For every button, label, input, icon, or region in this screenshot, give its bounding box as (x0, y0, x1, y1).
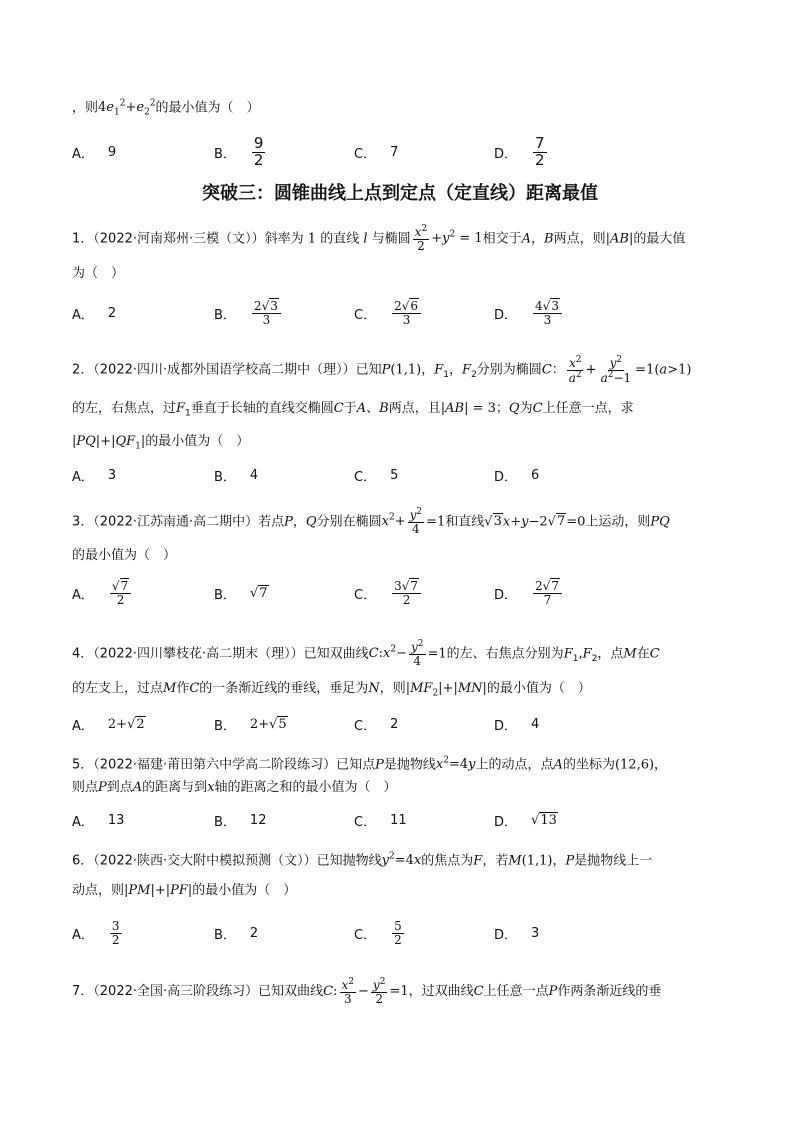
q5-line-1: 5．（2022·福建·莆田第六中学高二阶段练习）已知点P是抛物线$x^2=4y$上的动点，点A的坐标为(12,6)， (72, 756, 668, 773)
q3-line-2: 的最小值为（ ） (72, 548, 177, 563)
q2-line-2: 的左，右焦点，过$F_1$垂直于长轴的直线交椭圆C于A、B两点，且|AB| = 3；Q为C上任意一点，求 (72, 401, 634, 419)
q6-option-c[interactable]: C． $\frac{5}{2}$ (354, 918, 402, 947)
q1-option-b[interactable]: B． $\frac{2√3}{3}$ (214, 295, 283, 331)
q2-option-d[interactable]: D． 6 (494, 467, 540, 485)
q1-line-1: 1．（2022·河南郑州·三模（文））斜率为 1 的直线 l 与椭圆 $\frac{x^2}{2}$ $+y^2 = 1$相交于A，B两点，则|AB|的最大值 (72, 224, 686, 253)
q5-option-a[interactable]: A． 13 (72, 812, 125, 830)
q5-options (72, 802, 760, 838)
q5-option-c[interactable]: C． 11 (354, 812, 407, 830)
q5-option-d[interactable]: D． √13 (494, 812, 557, 830)
q4-option-a[interactable]: A． 2+√2 (72, 716, 145, 734)
option-d[interactable]: D． $\frac{7}{2}$ (494, 133, 545, 169)
q6-line-1: 6．（2022·陕西·交大附中模拟预测（文））已知抛物线$y^2=4x$的焦点为F，若M(1,1)，P是抛物线上一 (72, 852, 653, 869)
q4-option-d[interactable]: D． 4 (494, 716, 540, 734)
q6-line-2: 动点，则|PM|+|PF|的最小值为（ ） (72, 883, 297, 898)
q1-options (72, 295, 760, 331)
intro-options (72, 134, 760, 170)
q4-line-2: 的左支上，过点M作C的一条渐近线的垂线，垂足为N，则$|MF_2|+|MN|$的最小值为（ ） (72, 681, 591, 699)
q6-option-a[interactable]: A． $\frac{3}{2}$ (72, 918, 120, 947)
intro-question-line: ，则$4e_1^2+e_2^2$的最小值为（ ） (72, 99, 260, 118)
q3-option-b[interactable]: B． √7 (214, 585, 268, 603)
q3-option-c[interactable]: C． $\frac{3√7}{2}$ (354, 575, 423, 611)
expression: $4e_1^2+e_2^2$ (98, 99, 156, 118)
q4-line-1: 4．（2022·四川攀枝花·高二期末（理））已知双曲线$C:x^2-$ $\frac{y^2}{4}$ =1的左、右焦点分别为$F_1,F_2$，点M在C (72, 639, 660, 668)
option-a[interactable]: A． 9 (72, 144, 117, 162)
q6-options (72, 915, 760, 951)
section-title: 突破三：圆锥曲线上点到定点（定直线）距离最值 (202, 183, 598, 204)
q4-option-b[interactable]: B． 2+√5 (214, 716, 287, 734)
q2-line-3: $|PQ|+|QF_1|$的最小值为（ ） (72, 434, 250, 452)
q1-option-d[interactable]: D． $\frac{4√3}{3}$ (494, 295, 564, 331)
q7-line-1: 7．（2022·全国·高三阶段练习）已知双曲线C: $\frac{x^2}{3}$ − $\frac{y^2}{2}$ =1，过双曲线C上任意一点P作两条渐近线的垂 (72, 977, 662, 1006)
q4-options (72, 706, 760, 742)
q1-option-a[interactable]: A． 2 (72, 305, 117, 323)
q1-line-2: 为（ ） (72, 266, 125, 281)
q2-options (72, 457, 760, 493)
option-b[interactable]: B． $\frac{9}{2}$ (214, 133, 264, 169)
q3-option-d[interactable]: D． $\frac{2√7}{7}$ (494, 575, 564, 611)
q1-option-c[interactable]: C． $\frac{2√6}{3}$ (354, 295, 423, 331)
q6-option-b[interactable]: B． 2 (214, 925, 259, 943)
q2-option-b[interactable]: B． 4 (214, 467, 259, 485)
q2-line-1: 2．（2022·四川·成都外国语学校高二期中（理））已知P(1,1)，$F_1$，$F_2$分别为椭圆C： $\frac{x^2}{a^2}$ + $\frac{y^2}{a^2-1}$ =1(a>1) (72, 355, 692, 385)
q5-line-2: 则点P到点A的距离与到x轴的距离之和的最小值为（ ） (72, 780, 397, 795)
q2-option-c[interactable]: C． 5 (354, 467, 399, 485)
q4-option-c[interactable]: C． 2 (354, 716, 399, 734)
q2-option-a[interactable]: A． 3 (72, 467, 117, 485)
q3-option-a[interactable]: A． $\frac{√7}{2}$ (72, 575, 133, 611)
q6-option-d[interactable]: D． 3 (494, 925, 540, 943)
q5-option-b[interactable]: B． 12 (214, 812, 267, 830)
q3-line-1: 3．（2022·江苏南通·高二期中）若点P，Q分别在椭圆$x^2+$ $\frac{y^2}{4}$ =1和直线√3x+y−2√7=0上运动，则PQ (72, 507, 670, 536)
q3-options (72, 575, 760, 611)
option-c[interactable]: C． 7 (354, 144, 399, 162)
